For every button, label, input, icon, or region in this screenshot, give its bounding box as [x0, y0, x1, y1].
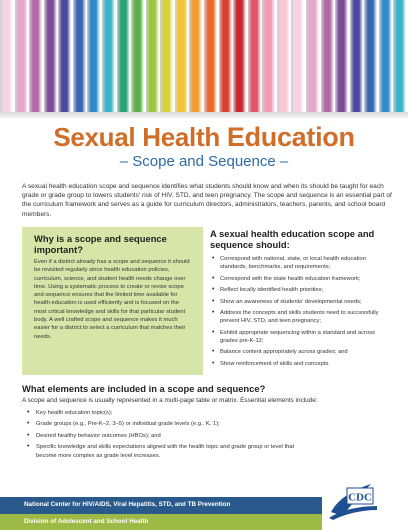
list-item: • Reflect locally identified health priorities; — [210, 286, 390, 294]
book-spine — [29, 0, 42, 112]
elements-section — [22, 383, 392, 463]
book-spine — [15, 0, 28, 112]
book-spine — [117, 0, 130, 112]
should-section — [210, 228, 390, 371]
book-spine — [262, 0, 275, 112]
book-spine — [248, 0, 261, 112]
book-spine — [277, 0, 290, 112]
book-spine — [291, 0, 304, 112]
book-spine — [146, 0, 159, 112]
list-item: • Show reinforcement of skills and concepts. — [210, 360, 390, 368]
footer-division-name: Division of Adolescent and School Health — [24, 518, 149, 525]
list-item: • Specific knowledge and skills expectations aligned with the health topic and grade group or level that become more complex as grade level increases. — [22, 443, 296, 460]
book-spine — [335, 0, 348, 112]
book-spine — [175, 0, 188, 112]
book-spine — [102, 0, 115, 112]
list-item: • Desired healthy behavior outcomes (HBOs); and — [22, 432, 296, 440]
book-spine — [379, 0, 392, 112]
book-spine — [364, 0, 377, 112]
shelf — [0, 112, 408, 118]
list-item: • Key health education topic(s); — [22, 409, 296, 417]
title-text: Sexual Health — [53, 122, 220, 152]
page-subtitle: – Scope and Sequence – — [119, 153, 289, 170]
book-spine — [0, 0, 13, 112]
book-spine — [393, 0, 406, 112]
book-spine — [321, 0, 334, 112]
book-spine — [73, 0, 86, 112]
why-callout-box — [22, 227, 203, 375]
page-title — [0, 122, 408, 153]
cdc-logo-icon — [325, 480, 381, 524]
book-spine — [306, 0, 319, 112]
book-spine — [131, 0, 144, 112]
title-accent: Education — [226, 122, 355, 152]
elements-heading: What elements are included in a scope and sequence? — [22, 383, 266, 394]
why-body: Even if a district already has a scope and sequence it should be revisited regularly since health education policies, curriculum, science, and student health needs change over time. Using a systematic process to create or revise scope and sequence ensures that the limited time available for health education is used efficiently and is focused on the most critical knowledge and skills for that particular student body. A well crafted scope and sequence makes it much easier for a district to select a curriculum that matches their needs. — [34, 259, 190, 340]
book-spine — [233, 0, 246, 112]
why-heading: Why is a scope and sequence important? — [34, 233, 167, 255]
list-item: • Grade groups (e.g., Pre-K–2, 3–5) or individual grade levels (e.g., K, 1); — [22, 420, 296, 428]
book-spine — [160, 0, 173, 112]
book-spine — [219, 0, 232, 112]
cdc-logo-text: CDC — [348, 491, 372, 504]
book-spine — [350, 0, 363, 112]
book-spine — [44, 0, 57, 112]
list-item: • Correspond with the state health education framework; — [210, 275, 390, 283]
list-item: • Balance content appropriately across grades; and — [210, 348, 390, 356]
book-spine — [189, 0, 202, 112]
should-heading: A sexual health education scope and sequence should: — [210, 228, 375, 250]
footer-center-name: National Center for HIV/AIDS, Viral Hepatitis, STD, and TB Prevention — [24, 501, 231, 508]
book-spine — [58, 0, 71, 112]
list-item: • Address the concepts and skills students need to successfully prevent HIV, STD, and teen pregnancy; — [210, 309, 390, 325]
list-item: • Exhibit appropriate sequencing within a standard and across grades pre-K-12; — [210, 329, 390, 345]
list-item: • Correspond with national, state, or local health education standards, benchmarks, and requirements; — [210, 255, 390, 271]
intro-paragraph: A sexual health education scope and sequence identifies what students should know and when its should be taught for each grade or grade group to lowers students' risk of HIV, STD, and teen pregnancy. The scope and sequence is an essential part of the curriculum framework and serves as a guide for curriculum directors, administrators, teachers, parents, and school board members. — [22, 183, 392, 218]
elements-list — [22, 409, 392, 460]
list-item: • Show an awareness of students' developmental needs; — [210, 298, 390, 306]
should-list — [210, 255, 390, 368]
book-spine — [204, 0, 217, 112]
books-banner-image — [0, 0, 408, 112]
elements-lead: A scope and sequence is usually represented in a multi-page table or matrix. Essential elements include: — [22, 397, 318, 404]
book-spine — [87, 0, 100, 112]
